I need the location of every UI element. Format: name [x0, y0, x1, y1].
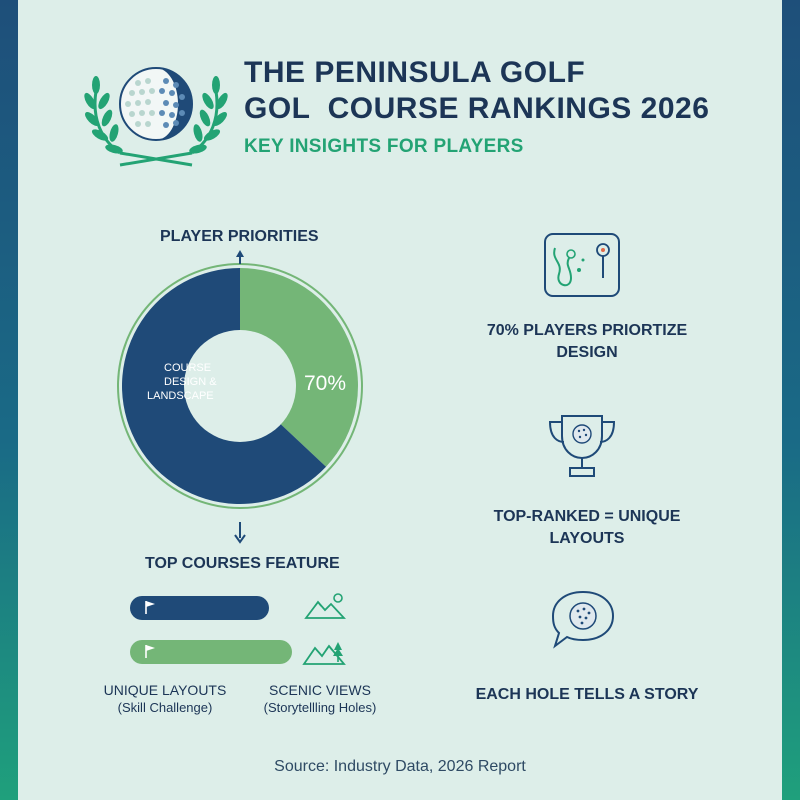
- title-line-1: THE PENINSULA GOLF: [244, 56, 586, 89]
- bar-label-scenic-views: [240, 681, 400, 717]
- chart-title: PLAYER PRIORITIES: [160, 228, 319, 245]
- donut-chart: [112, 250, 374, 530]
- insight-line: TOP-RANKED = UNIQUE: [493, 508, 681, 525]
- features-title: TOP COURSES FEATURE: [145, 555, 340, 572]
- flag-icon: [142, 643, 158, 659]
- tree-mountain-icon: [302, 636, 346, 668]
- insight-design: [450, 320, 724, 364]
- laurel-golf-ball-icon: [82, 55, 230, 173]
- category-sublabel: (Storytellling Holes): [263, 700, 377, 715]
- slice-value-label: 70%: [303, 372, 347, 395]
- subtitle: KEY INSIGHTS FOR PLAYERS: [244, 136, 524, 157]
- slice-label-course-design: COURSE DESIGN & LANDSCAPE: [147, 362, 217, 402]
- trophy-icon: [542, 410, 622, 484]
- category-label: SCENIC VIEWS: [269, 682, 371, 698]
- insight-line: DESIGN: [556, 344, 618, 361]
- insight-story: [450, 684, 724, 706]
- flag-icon: [142, 599, 158, 615]
- source-note: Source: Industry Data, 2026 Report: [274, 758, 526, 775]
- course-map-icon: [541, 230, 623, 300]
- insight-line: 70% PLAYERS PRIORTIZE: [486, 322, 688, 339]
- title-line-2: GOL COURSE RANKINGS 2026: [244, 92, 710, 125]
- category-label: UNIQUE LAYOUTS: [103, 682, 227, 698]
- insight-layouts: [450, 506, 724, 550]
- bar-label-unique-layouts: [90, 681, 240, 717]
- insight-line: LAYOUTS: [549, 530, 625, 547]
- arrow-up-icon: [236, 250, 244, 257]
- speech-bubble-golf-ball-icon: [547, 588, 619, 652]
- arrow-down-icon: [232, 520, 248, 546]
- mountain-icon: [304, 592, 346, 622]
- category-sublabel: (Skill Challenge): [117, 700, 213, 715]
- insight-line: EACH HOLE TELLS A STORY: [475, 686, 699, 703]
